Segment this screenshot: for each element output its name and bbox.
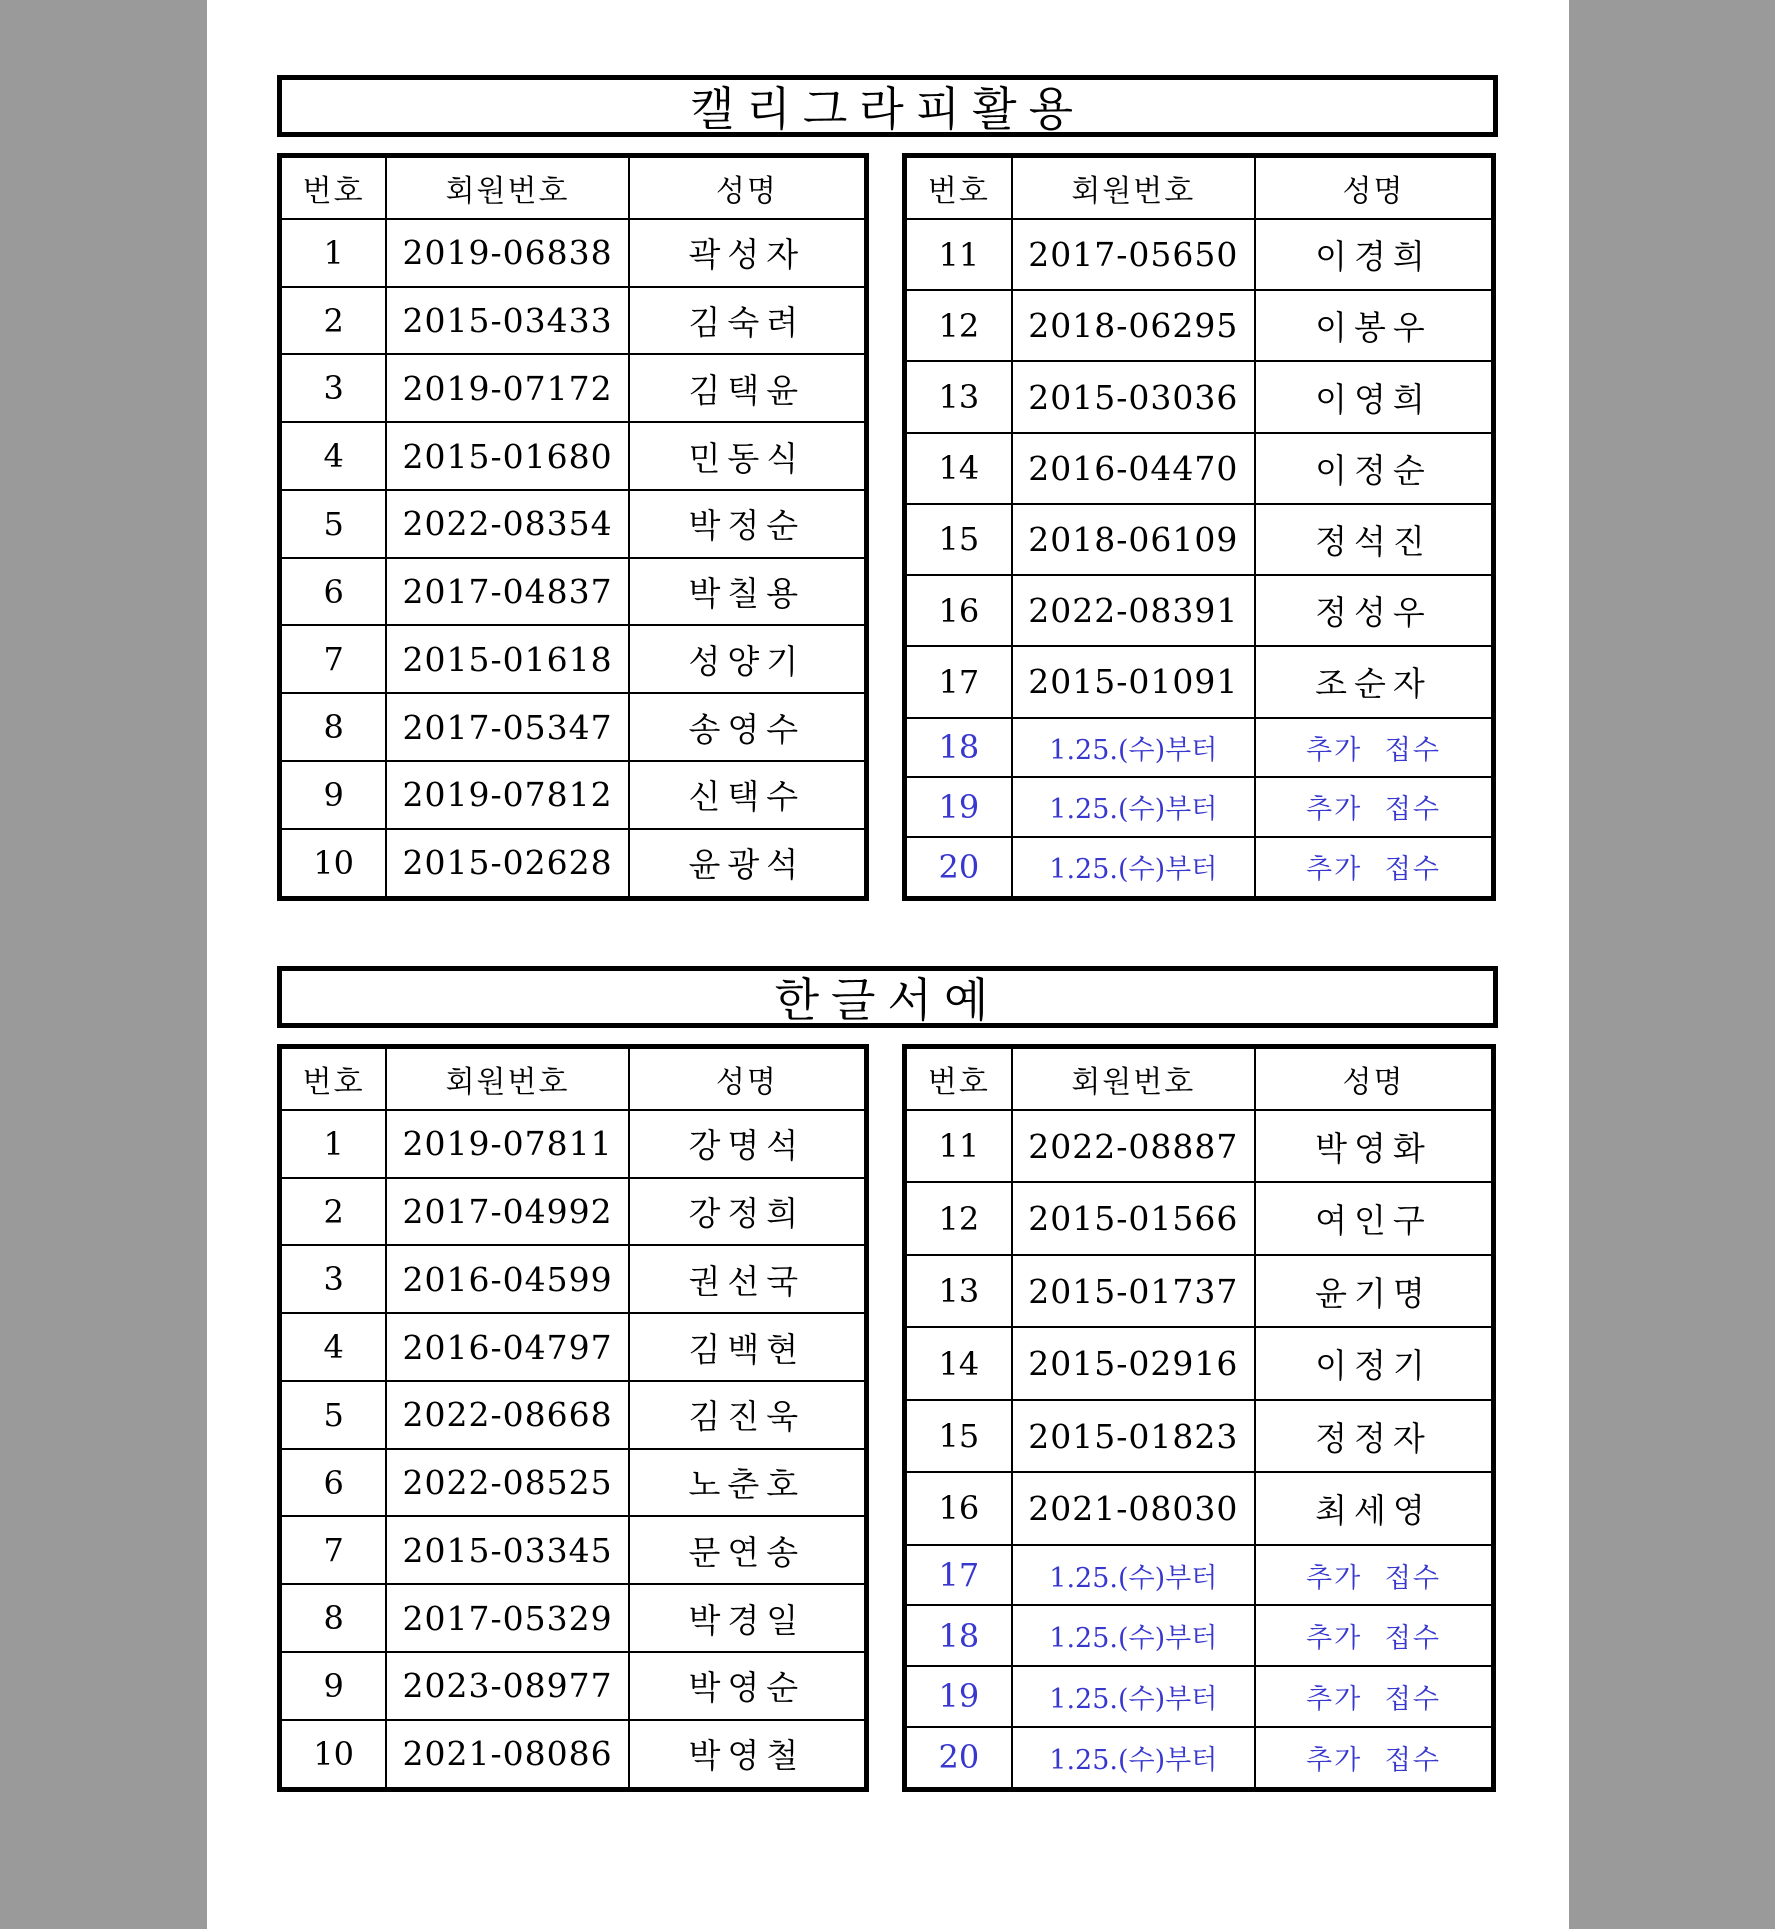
table-row bbox=[280, 219, 867, 287]
header-row bbox=[905, 156, 1494, 220]
name-cell: 추가 접수 bbox=[1255, 1545, 1494, 1606]
member-table-left bbox=[277, 153, 869, 901]
member-id-cell: 2016-04470 bbox=[1012, 433, 1255, 504]
name-cell: 추가 접수 bbox=[1255, 1666, 1494, 1727]
column-header-1: 회원번호 bbox=[386, 1047, 628, 1111]
table-row bbox=[280, 693, 867, 761]
member-id-cell: 2017-04837 bbox=[386, 558, 628, 626]
table-row bbox=[905, 504, 1494, 575]
member-id-cell: 2022-08525 bbox=[386, 1449, 628, 1517]
member-id-cell: 1.25.(수)부터 bbox=[1012, 1605, 1255, 1666]
member-id-cell: 2017-05329 bbox=[386, 1584, 628, 1652]
table-row bbox=[280, 422, 867, 490]
section-title: 캘리그라피활용 bbox=[277, 75, 1498, 137]
name-cell: 윤광석 bbox=[629, 829, 867, 899]
member-table-right bbox=[902, 1044, 1496, 1792]
name-cell: 윤기명 bbox=[1255, 1255, 1494, 1327]
table-row bbox=[905, 1545, 1494, 1606]
column-header-0: 번호 bbox=[905, 156, 1012, 220]
name-cell: 신택수 bbox=[629, 761, 867, 829]
member-id-cell: 1.25.(수)부터 bbox=[1012, 718, 1255, 778]
member-id-cell: 2016-04797 bbox=[386, 1313, 628, 1381]
member-id-cell: 2022-08391 bbox=[1012, 575, 1255, 646]
row-number-cell: 15 bbox=[905, 1400, 1012, 1472]
table-row bbox=[280, 829, 867, 899]
table-row bbox=[905, 1400, 1494, 1472]
member-id-cell: 2019-07172 bbox=[386, 354, 628, 422]
table-row bbox=[280, 1449, 867, 1517]
name-cell: 박영순 bbox=[629, 1652, 867, 1720]
row-number-cell: 20 bbox=[905, 1727, 1012, 1790]
member-table-right bbox=[902, 153, 1496, 901]
table-row bbox=[905, 1472, 1494, 1544]
row-number-cell: 20 bbox=[905, 837, 1012, 899]
row-number-cell: 15 bbox=[905, 504, 1012, 575]
row-number-cell: 7 bbox=[280, 625, 387, 693]
name-cell: 이영희 bbox=[1255, 361, 1494, 432]
name-cell: 박경일 bbox=[629, 1584, 867, 1652]
name-cell: 조순자 bbox=[1255, 646, 1494, 717]
name-cell: 김택윤 bbox=[629, 354, 867, 422]
row-number-cell: 9 bbox=[280, 1652, 387, 1720]
row-number-cell: 17 bbox=[905, 1545, 1012, 1606]
name-cell: 권선국 bbox=[629, 1245, 867, 1313]
name-cell: 정성우 bbox=[1255, 575, 1494, 646]
name-cell: 김백현 bbox=[629, 1313, 867, 1381]
name-cell: 이경희 bbox=[1255, 219, 1494, 290]
member-id-cell: 2015-01618 bbox=[386, 625, 628, 693]
member-id-cell: 2023-08977 bbox=[386, 1652, 628, 1720]
row-number-cell: 11 bbox=[905, 219, 1012, 290]
row-number-cell: 16 bbox=[905, 575, 1012, 646]
row-number-cell: 18 bbox=[905, 718, 1012, 778]
table-row bbox=[280, 1313, 867, 1381]
row-number-cell: 3 bbox=[280, 1245, 387, 1313]
row-number-cell: 4 bbox=[280, 422, 387, 490]
name-cell: 추가 접수 bbox=[1255, 1605, 1494, 1666]
row-number-cell: 11 bbox=[905, 1110, 1012, 1182]
member-id-cell: 2017-05347 bbox=[386, 693, 628, 761]
name-cell: 여인구 bbox=[1255, 1182, 1494, 1254]
section-calligraphy bbox=[277, 75, 1498, 901]
table-row bbox=[905, 433, 1494, 504]
name-cell: 송영수 bbox=[629, 693, 867, 761]
member-id-cell: 2016-04599 bbox=[386, 1245, 628, 1313]
name-cell: 박영화 bbox=[1255, 1110, 1494, 1182]
table-row bbox=[905, 777, 1494, 837]
row-number-cell: 10 bbox=[280, 1720, 387, 1790]
row-number-cell: 19 bbox=[905, 777, 1012, 837]
row-number-cell: 10 bbox=[280, 829, 387, 899]
row-number-cell: 8 bbox=[280, 693, 387, 761]
header-row bbox=[280, 156, 867, 220]
row-number-cell: 1 bbox=[280, 1110, 387, 1178]
table-row bbox=[280, 1110, 867, 1178]
table-row bbox=[280, 1652, 867, 1720]
table-row bbox=[905, 290, 1494, 361]
table-row bbox=[905, 1110, 1494, 1182]
column-header-1: 회원번호 bbox=[1012, 156, 1255, 220]
name-cell: 박칠용 bbox=[629, 558, 867, 626]
table-row bbox=[905, 1255, 1494, 1327]
name-cell: 성양기 bbox=[629, 625, 867, 693]
name-cell: 강정희 bbox=[629, 1178, 867, 1246]
column-header-2: 성명 bbox=[629, 1047, 867, 1111]
member-id-cell: 2015-01091 bbox=[1012, 646, 1255, 717]
name-cell: 이정기 bbox=[1255, 1327, 1494, 1399]
name-cell: 김진욱 bbox=[629, 1381, 867, 1449]
section-hangul-calligraphy bbox=[277, 966, 1498, 1792]
table-row bbox=[905, 575, 1494, 646]
member-id-cell: 2015-03036 bbox=[1012, 361, 1255, 432]
table-row bbox=[905, 219, 1494, 290]
name-cell: 김숙려 bbox=[629, 287, 867, 355]
member-id-cell: 2015-02628 bbox=[386, 829, 628, 899]
row-number-cell: 17 bbox=[905, 646, 1012, 717]
name-cell: 추가 접수 bbox=[1255, 1727, 1494, 1790]
name-cell: 박영철 bbox=[629, 1720, 867, 1790]
member-id-cell: 2015-03433 bbox=[386, 287, 628, 355]
column-header-0: 번호 bbox=[905, 1047, 1012, 1111]
member-id-cell: 1.25.(수)부터 bbox=[1012, 837, 1255, 899]
name-cell: 노춘호 bbox=[629, 1449, 867, 1517]
table-row bbox=[280, 761, 867, 829]
page-gutter-right bbox=[1569, 0, 1775, 1929]
member-id-cell: 2015-01680 bbox=[386, 422, 628, 490]
row-number-cell: 14 bbox=[905, 433, 1012, 504]
row-number-cell: 14 bbox=[905, 1327, 1012, 1399]
name-cell: 추가 접수 bbox=[1255, 718, 1494, 778]
table-row bbox=[905, 361, 1494, 432]
table-row bbox=[905, 646, 1494, 717]
column-header-1: 회원번호 bbox=[386, 156, 628, 220]
member-id-cell: 2017-05650 bbox=[1012, 219, 1255, 290]
row-number-cell: 12 bbox=[905, 1182, 1012, 1254]
row-number-cell: 18 bbox=[905, 1605, 1012, 1666]
table-row bbox=[280, 1245, 867, 1313]
table-row bbox=[905, 1666, 1494, 1727]
member-id-cell: 2018-06109 bbox=[1012, 504, 1255, 575]
member-id-cell: 2021-08086 bbox=[386, 1720, 628, 1790]
column-header-2: 성명 bbox=[1255, 1047, 1494, 1111]
row-number-cell: 13 bbox=[905, 1255, 1012, 1327]
row-number-cell: 19 bbox=[905, 1666, 1012, 1727]
name-cell: 민동식 bbox=[629, 422, 867, 490]
table-row bbox=[280, 1178, 867, 1246]
table-row bbox=[905, 1727, 1494, 1790]
row-number-cell: 7 bbox=[280, 1516, 387, 1584]
table-row bbox=[905, 1605, 1494, 1666]
member-id-cell: 2015-03345 bbox=[386, 1516, 628, 1584]
member-id-cell: 2015-01823 bbox=[1012, 1400, 1255, 1472]
table-row bbox=[280, 1516, 867, 1584]
member-id-cell: 2022-08668 bbox=[386, 1381, 628, 1449]
name-cell: 정석진 bbox=[1255, 504, 1494, 575]
name-cell: 문연송 bbox=[629, 1516, 867, 1584]
table-row bbox=[905, 1327, 1494, 1399]
column-header-0: 번호 bbox=[280, 1047, 387, 1111]
member-id-cell: 2022-08354 bbox=[386, 490, 628, 558]
column-header-2: 성명 bbox=[629, 156, 867, 220]
row-number-cell: 5 bbox=[280, 1381, 387, 1449]
name-cell: 박정순 bbox=[629, 490, 867, 558]
column-header-1: 회원번호 bbox=[1012, 1047, 1255, 1111]
member-id-cell: 2019-06838 bbox=[386, 219, 628, 287]
member-id-cell: 2017-04992 bbox=[386, 1178, 628, 1246]
column-header-2: 성명 bbox=[1255, 156, 1494, 220]
row-number-cell: 9 bbox=[280, 761, 387, 829]
table-row bbox=[905, 837, 1494, 899]
table-row bbox=[280, 490, 867, 558]
member-id-cell: 2022-08887 bbox=[1012, 1110, 1255, 1182]
table-row bbox=[280, 287, 867, 355]
member-id-cell: 2019-07811 bbox=[386, 1110, 628, 1178]
table-row bbox=[280, 625, 867, 693]
row-number-cell: 4 bbox=[280, 1313, 387, 1381]
name-cell: 추가 접수 bbox=[1255, 837, 1494, 899]
table-row bbox=[280, 354, 867, 422]
member-id-cell: 2015-02916 bbox=[1012, 1327, 1255, 1399]
header-row bbox=[905, 1047, 1494, 1111]
page-gutter-left bbox=[0, 0, 207, 1929]
column-header-0: 번호 bbox=[280, 156, 387, 220]
table-row bbox=[280, 1720, 867, 1790]
row-number-cell: 16 bbox=[905, 1472, 1012, 1544]
section-tables bbox=[277, 1044, 1498, 1792]
name-cell: 이정순 bbox=[1255, 433, 1494, 504]
member-id-cell: 2015-01566 bbox=[1012, 1182, 1255, 1254]
row-number-cell: 2 bbox=[280, 287, 387, 355]
row-number-cell: 6 bbox=[280, 558, 387, 626]
member-id-cell: 2015-01737 bbox=[1012, 1255, 1255, 1327]
member-id-cell: 1.25.(수)부터 bbox=[1012, 1666, 1255, 1727]
table-row bbox=[280, 1381, 867, 1449]
section-tables bbox=[277, 153, 1498, 901]
section-title: 한글서예 bbox=[277, 966, 1498, 1028]
member-id-cell: 1.25.(수)부터 bbox=[1012, 777, 1255, 837]
header-row bbox=[280, 1047, 867, 1111]
table-row bbox=[280, 558, 867, 626]
member-id-cell: 2018-06295 bbox=[1012, 290, 1255, 361]
row-number-cell: 8 bbox=[280, 1584, 387, 1652]
table-row bbox=[280, 1584, 867, 1652]
member-id-cell: 2019-07812 bbox=[386, 761, 628, 829]
row-number-cell: 12 bbox=[905, 290, 1012, 361]
name-cell: 이봉우 bbox=[1255, 290, 1494, 361]
row-number-cell: 2 bbox=[280, 1178, 387, 1246]
member-table-left bbox=[277, 1044, 869, 1792]
name-cell: 곽성자 bbox=[629, 219, 867, 287]
name-cell: 정정자 bbox=[1255, 1400, 1494, 1472]
member-id-cell: 2021-08030 bbox=[1012, 1472, 1255, 1544]
row-number-cell: 5 bbox=[280, 490, 387, 558]
page-content bbox=[277, 75, 1498, 1792]
row-number-cell: 6 bbox=[280, 1449, 387, 1517]
row-number-cell: 1 bbox=[280, 219, 387, 287]
member-id-cell: 1.25.(수)부터 bbox=[1012, 1545, 1255, 1606]
name-cell: 최세영 bbox=[1255, 1472, 1494, 1544]
table-row bbox=[905, 718, 1494, 778]
table-row bbox=[905, 1182, 1494, 1254]
name-cell: 추가 접수 bbox=[1255, 777, 1494, 837]
name-cell: 강명석 bbox=[629, 1110, 867, 1178]
row-number-cell: 13 bbox=[905, 361, 1012, 432]
row-number-cell: 3 bbox=[280, 354, 387, 422]
member-id-cell: 1.25.(수)부터 bbox=[1012, 1727, 1255, 1790]
